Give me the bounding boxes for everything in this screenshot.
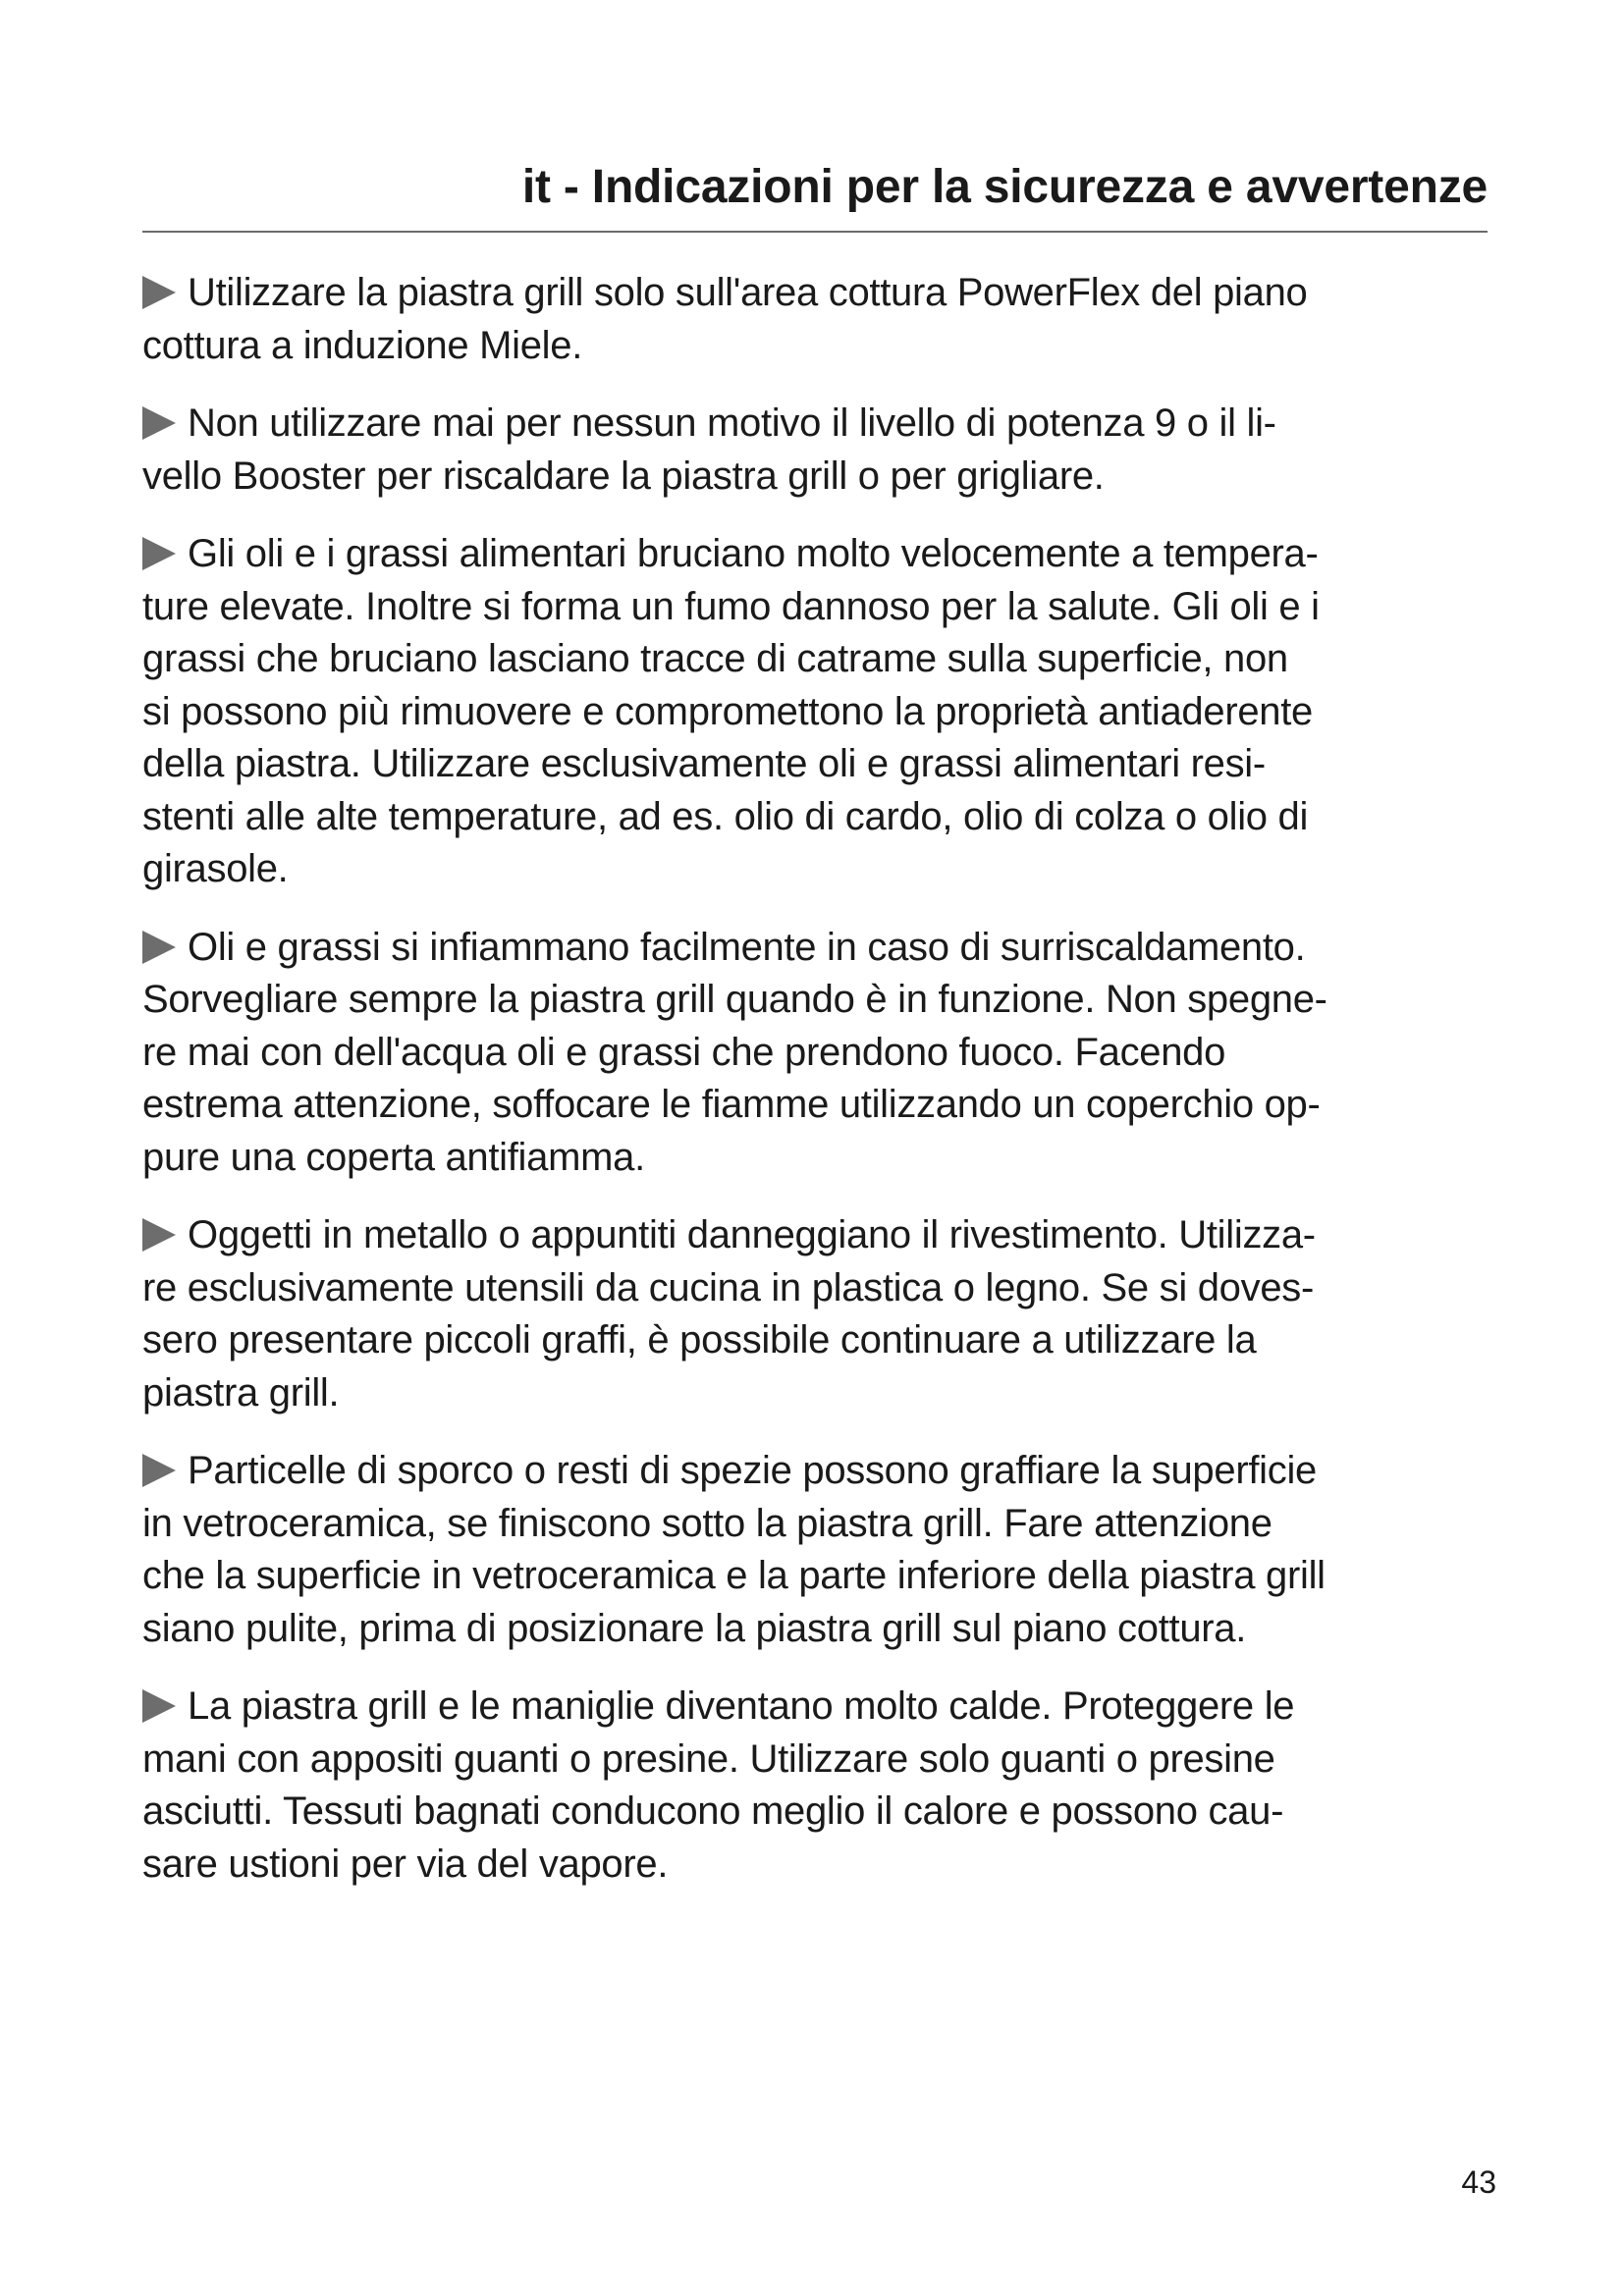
triangle-right-icon [142,537,176,570]
triangle-right-icon [142,1689,176,1723]
warning-line [142,1681,1497,1734]
warning-line: si possono più rimuovere e compromettono la proprietà antiaderente [142,689,1313,733]
page-header [142,152,1488,233]
warning-line-text: Oggetti in metallo o appuntiti danneggiano il rivestimento. Utilizza- [188,1213,1316,1256]
triangle-right-icon [142,931,176,964]
warning-line: mani con appositi guanti o presine. Utilizzare solo guanti o presine [142,1736,1275,1781]
warning-line: sare ustioni per via del vapore. [142,1842,669,1886]
warning-line: in vetroceramica, se finiscono sotto la piastra grill. Fare attenzione [142,1501,1272,1545]
warning-line-text: Oli e grassi si infiammano facilmente in caso di surriscaldamento. [188,925,1306,969]
warning-line: re esclusivamente utensili da cucina in plastica o legno. Se si doves- [142,1265,1314,1309]
triangle-right-icon [142,276,176,309]
warning-paragraph [142,1209,1497,1419]
warning-line: stenti alle alte temperature, ad es. olio di cardo, olio di colza o olio di [142,794,1309,838]
warning-line-text: Gli oli e i grassi alimentari bruciano molto velocemente a tempera- [188,532,1319,575]
warning-line [142,267,1497,320]
warning-line-text: Non utilizzare mai per nessun motivo il livello di potenza 9 o il li- [188,401,1276,445]
warning-line: che la superficie in vetroceramica e la parte inferiore della piastra grill [142,1554,1326,1597]
warning-paragraph [142,1445,1497,1655]
warning-line [142,1209,1497,1262]
triangle-right-icon [142,1454,176,1487]
warning-line: grassi che bruciano lasciano tracce di catrame sulla superficie, non [142,637,1288,680]
warning-paragraph [142,528,1497,896]
warning-line: girasole. [142,847,289,890]
warning-line-text: Particelle di sporco o resti di spezie possono graffiare la superficie [188,1449,1317,1492]
warning-line [142,1445,1497,1498]
page-title: it - Indicazioni per la sicurezza e avvertenze [521,161,1488,213]
triangle-right-icon [142,406,176,440]
warning-line: sero presentare piccoli graffi, è possibile continuare a utilizzare la [142,1318,1257,1362]
warning-paragraph [142,398,1497,503]
page-number: 43 [1461,2164,1496,2200]
warning-line: re mai con dell'acqua oli e grassi che prendono fuoco. Facendo [142,1030,1226,1074]
warning-paragraph [142,267,1497,372]
warning-line: ture elevate. Inoltre si forma un fumo dannoso per la salute. Gli oli e i [142,584,1320,628]
warning-line: estrema attenzione, soffocare le fiamme utilizzando un coperchio op- [142,1083,1321,1126]
warning-line-text: La piastra grill e le maniglie diventano molto calde. Proteggere le [188,1684,1295,1728]
warning-line: Sorvegliare sempre la piastra grill quando è in funzione. Non spegne- [142,978,1327,1021]
warning-line: vello Booster per riscaldare la piastra grill o per grigliare. [142,454,1105,498]
warning-paragraph [142,922,1497,1185]
warning-line: siano pulite, prima di posizionare la piastra grill sul piano cottura. [142,1606,1247,1650]
triangle-right-icon [142,1218,176,1252]
warning-line: asciutti. Tessuti bagnati conducono meglio il calore e possono cau- [142,1789,1284,1833]
warning-line [142,528,1497,581]
warning-line: cottura a induzione Miele. [142,323,583,367]
warning-line: della piastra. Utilizzare esclusivamente oli e grassi alimentari resi- [142,742,1266,785]
warning-line [142,922,1497,975]
warning-line-text: Utilizzare la piastra grill solo sull'area cottura PowerFlex del piano [188,271,1308,314]
warning-line [142,398,1497,451]
warning-paragraph [142,1681,1497,1891]
warning-line: piastra grill. [142,1370,340,1415]
safety-warnings-list [142,267,1497,1916]
warning-line: pure una coperta antifiamma. [142,1135,645,1179]
